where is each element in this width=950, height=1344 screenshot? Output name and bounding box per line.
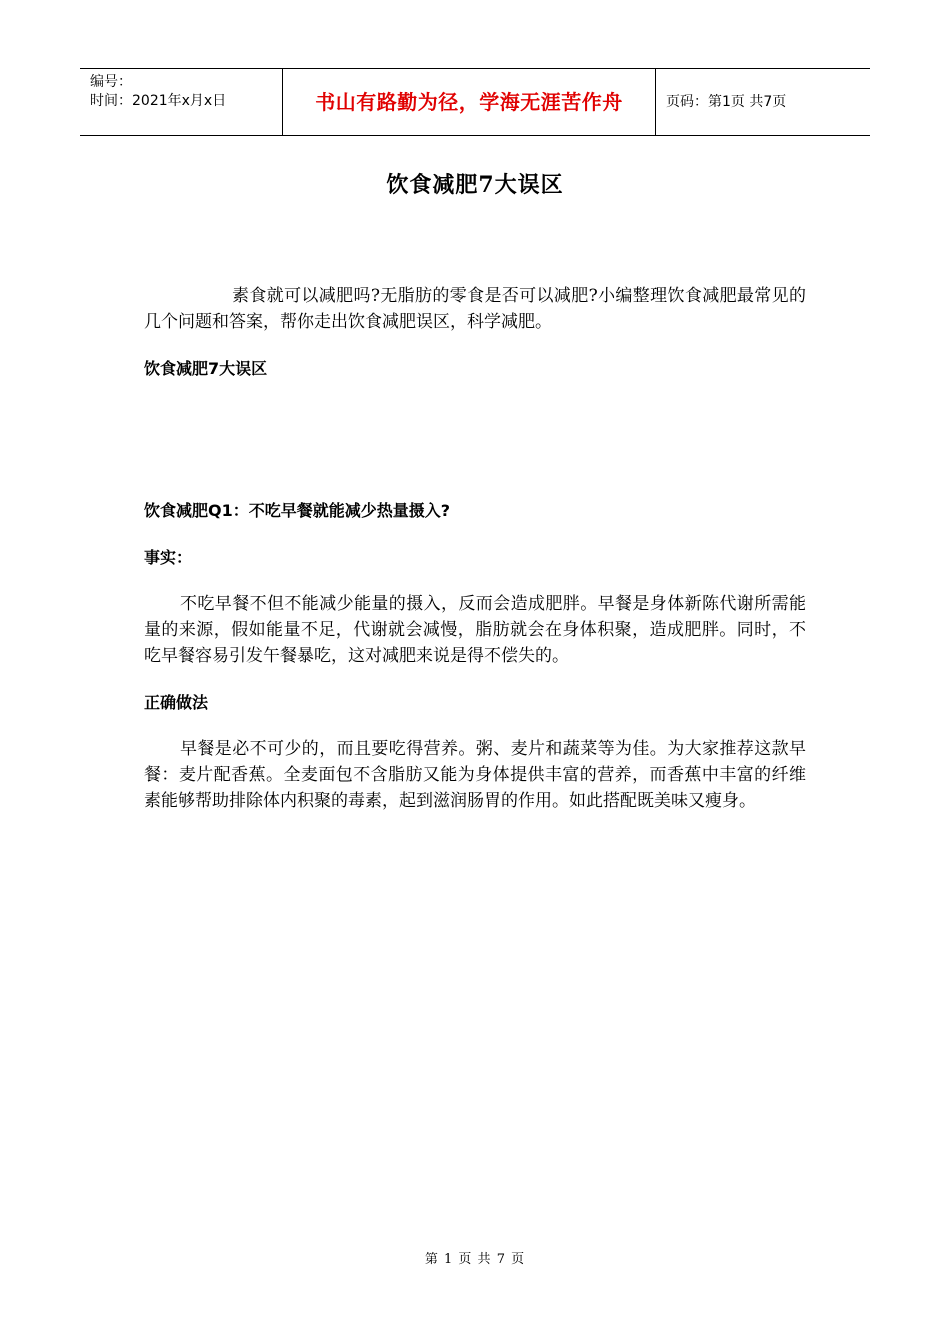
header-motto: 书山有路勤为径，学海无涯苦作舟 <box>315 89 623 114</box>
intro-block <box>144 283 806 335</box>
page-footer: 第 1 页 共 7 页 <box>424 1252 526 1267</box>
fact-heading: 事实： <box>144 548 193 567</box>
header-meta-cell <box>80 69 282 135</box>
correct-heading-block <box>144 690 806 713</box>
header-motto-cell <box>282 69 656 135</box>
document-time-label: 时间：2021年x月x日 <box>90 93 227 109</box>
fact-heading-block <box>144 545 806 568</box>
q1-heading-block <box>144 498 806 521</box>
correct-block <box>144 736 806 814</box>
document-header <box>80 68 870 136</box>
header-page-info: 页码：第1页 共7页 <box>666 93 787 110</box>
fact-block <box>144 591 806 669</box>
correct-heading: 正确做法 <box>144 693 209 712</box>
q1-heading: 饮食减肥Q1：不吃早餐就能减少热量摄入? <box>144 501 451 520</box>
section-heading: 饮食减肥7大误区 <box>144 359 268 378</box>
correct-paragraph: 早餐是必不可少的，而且要吃得营养。粥、麦片和蔬菜等为佳。为大家推荐这款早餐：麦片配香蕉。全麦面包不含脂肪又能为身体提供丰富的营养，而香蕉中丰富的纤维素能够帮助排除体内积聚的毒素，起到滋润肠胃的作用。如此搭配既美味又瘦身。 <box>144 739 806 811</box>
document-title: 饮食减肥7大误区 <box>386 172 564 198</box>
fact-paragraph: 不吃早餐不但不能减少能量的摄入，反而会造成肥胖。早餐是身体新陈代谢所需能量的来源，假如能量不足，代谢就会减慢，脂肪就会在身体积聚，造成肥胖。同时，不吃早餐容易引发午餐暴吃，这对减肥来说是得不偿失的。 <box>144 594 806 666</box>
intro-paragraph: 素食就可以减肥吗?无脂肪的零食是否可以减肥?小编整理饮食减肥最常见的几个问题和答案，帮你走出饮食减肥误区，科学减肥。 <box>144 286 806 332</box>
section-heading-block <box>144 356 806 379</box>
header-page-cell <box>656 69 870 135</box>
document-number-label: 编号： <box>90 74 132 90</box>
